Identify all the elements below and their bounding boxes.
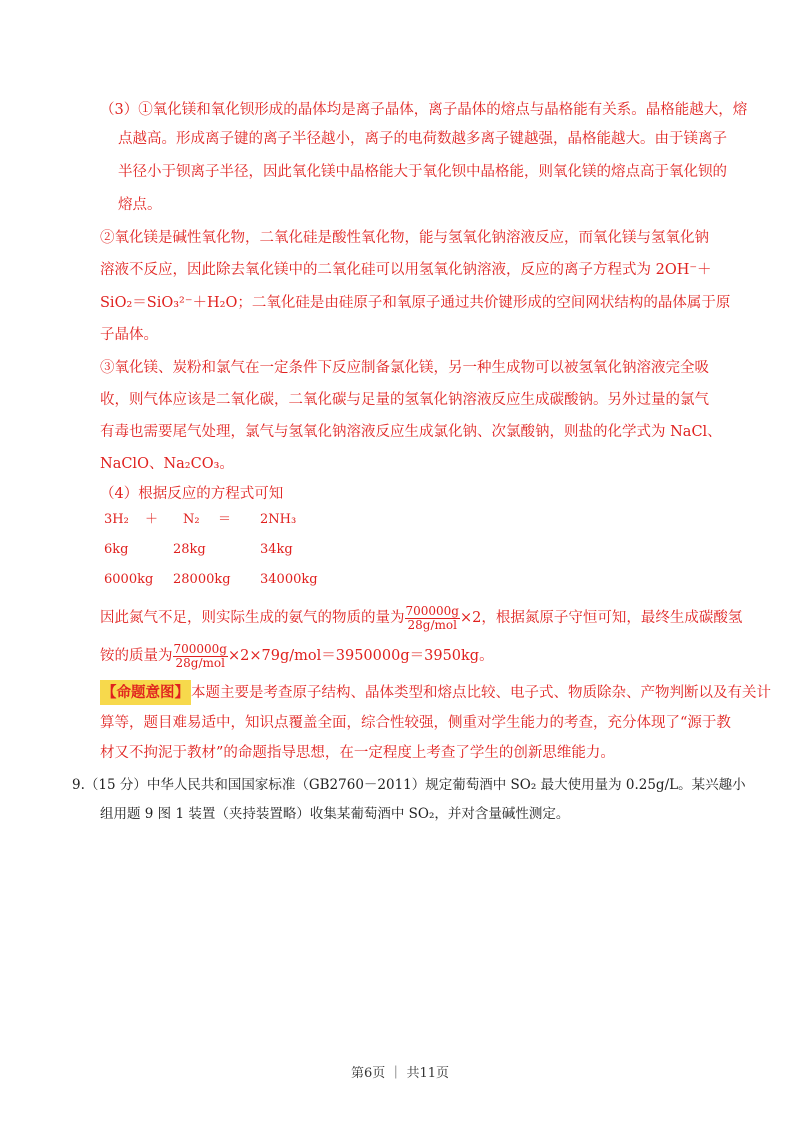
mass-value: 6kg — [104, 542, 129, 557]
mass-value: 6000kg — [104, 572, 154, 587]
answer3-line-12: NaClO、Na₂CO₃。 — [100, 456, 234, 472]
mass-value: 34000kg — [260, 572, 318, 587]
answer3-line-1: （3）①氧化镁和氧化钡形成的晶体均是离子晶体，离子晶体的熔点与晶格能有关系。晶格能越大，熔 — [100, 102, 748, 118]
conclusion-2-post: ×2×79g/mol＝3950000g＝3950kg。 — [228, 648, 494, 664]
eq-term: N₂ — [183, 512, 200, 527]
page-footer: 第6页 ｜ 共11页 — [350, 1066, 450, 1081]
answer3-line-2: 点越高。形成离子键的离子半径越小，离子的电荷数越多离子键越强，晶格能越大。由于镁离子 — [118, 131, 727, 147]
conclusion-line-1 — [100, 600, 742, 636]
molar-fraction — [405, 605, 461, 632]
mass-value: 34kg — [260, 542, 293, 557]
answer3-line-11: 有毒也需要尾气处理，氯气与氢氧化钠溶液反应生成氯化钠、次氯酸钠，则盐的化学式为 NaCl、 — [100, 424, 722, 440]
answer3-line-7: SiO₂＝SiO₃²⁻＋H₂O；二氧化硅是由硅原子和氧原子通过共价键形成的空间网状结构的晶体属于原 — [100, 295, 731, 311]
conclusion-2-pre: 铵的质量为 — [100, 648, 173, 664]
conclusion-line-2 — [100, 638, 494, 674]
answer3-line-6: 溶液不反应，因此除去氧化镁中的二氧化硅可以用氢氧化钠溶液，反应的离子方程式为 2OH⁻＋ — [100, 262, 712, 278]
eq-term: 3H₂ — [104, 512, 129, 527]
answer3-line-3: 半径小于钡离子半径，因此氧化镁中晶格能大于氧化钡中晶格能，则氧化镁的熔点高于氧化钡的 — [118, 164, 727, 180]
intent-tag: 【命题意图】 — [100, 680, 191, 705]
eq-term: 2NH₃ — [260, 512, 297, 527]
intent-text-1: 本题主要是考查原子结构、晶体类型和熔点比较、电子式、物质除杂、产物判断以及有关计 — [191, 685, 771, 701]
answer4-intro: （4）根据反应的方程式可知 — [100, 486, 284, 502]
answer3-line-9: ③氧化镁、炭粉和氯气在一定条件下反应制备氯化镁，另一种生成物可以被氢氧化钠溶液完全吸 — [100, 360, 709, 376]
answer3-line-5: ②氧化镁是碱性氧化物，二氧化硅是酸性氧化物，能与氢氧化钠溶液反应，而氧化镁与氢氧化钠 — [100, 230, 709, 246]
mass-value: 28000kg — [173, 572, 231, 587]
fraction-numerator: 700000g — [173, 641, 227, 656]
answer3-line-10: 收，则气体应该是二氧化碳，二氧化碳与足量的氢氧化钠溶液反应生成碳酸钠。另外过量的氯气 — [100, 392, 709, 408]
molar-fraction — [173, 643, 229, 670]
intent-line-2: 算等，题目难易适中，知识点覆盖全面，综合性较强，侧重对学生能力的考查，充分体现了“源于教 — [100, 715, 731, 731]
mass-value: 28kg — [173, 542, 206, 557]
intent-line-1 — [100, 680, 771, 706]
fraction-numerator: 700000g — [405, 603, 459, 618]
conclusion-1-pre: 因此氮气不足，则实际生成的氨气的物质的量为 — [100, 610, 405, 626]
conclusion-1-post: ×2，根据氮原子守恒可知，最终生成碳酸氢 — [460, 610, 743, 626]
intent-line-3: 材又不拘泥于教材”的命题指导思想，在一定程度上考查了学生的创新思维能力。 — [100, 745, 615, 761]
eq-term: ＝ — [218, 512, 232, 527]
fraction-denominator: 28g/mol — [407, 617, 457, 632]
eq-term: ＋ — [145, 512, 159, 527]
answer3-line-8: 子晶体。 — [100, 327, 158, 343]
question-9-line-2: 组用题 9 图 1 装置（夹持装置略）收集某葡萄酒中 SO₂，并对含量碱性测定。 — [100, 806, 570, 822]
question-9-line-1: 9.（15 分）中华人民共和国国家标准（GB2760－2011）规定葡萄酒中 SO₂ 最大使用量为 0.25g/L。某兴趣小 — [72, 777, 746, 793]
answer3-line-4: 熔点。 — [118, 197, 162, 213]
fraction-denominator: 28g/mol — [175, 655, 225, 670]
